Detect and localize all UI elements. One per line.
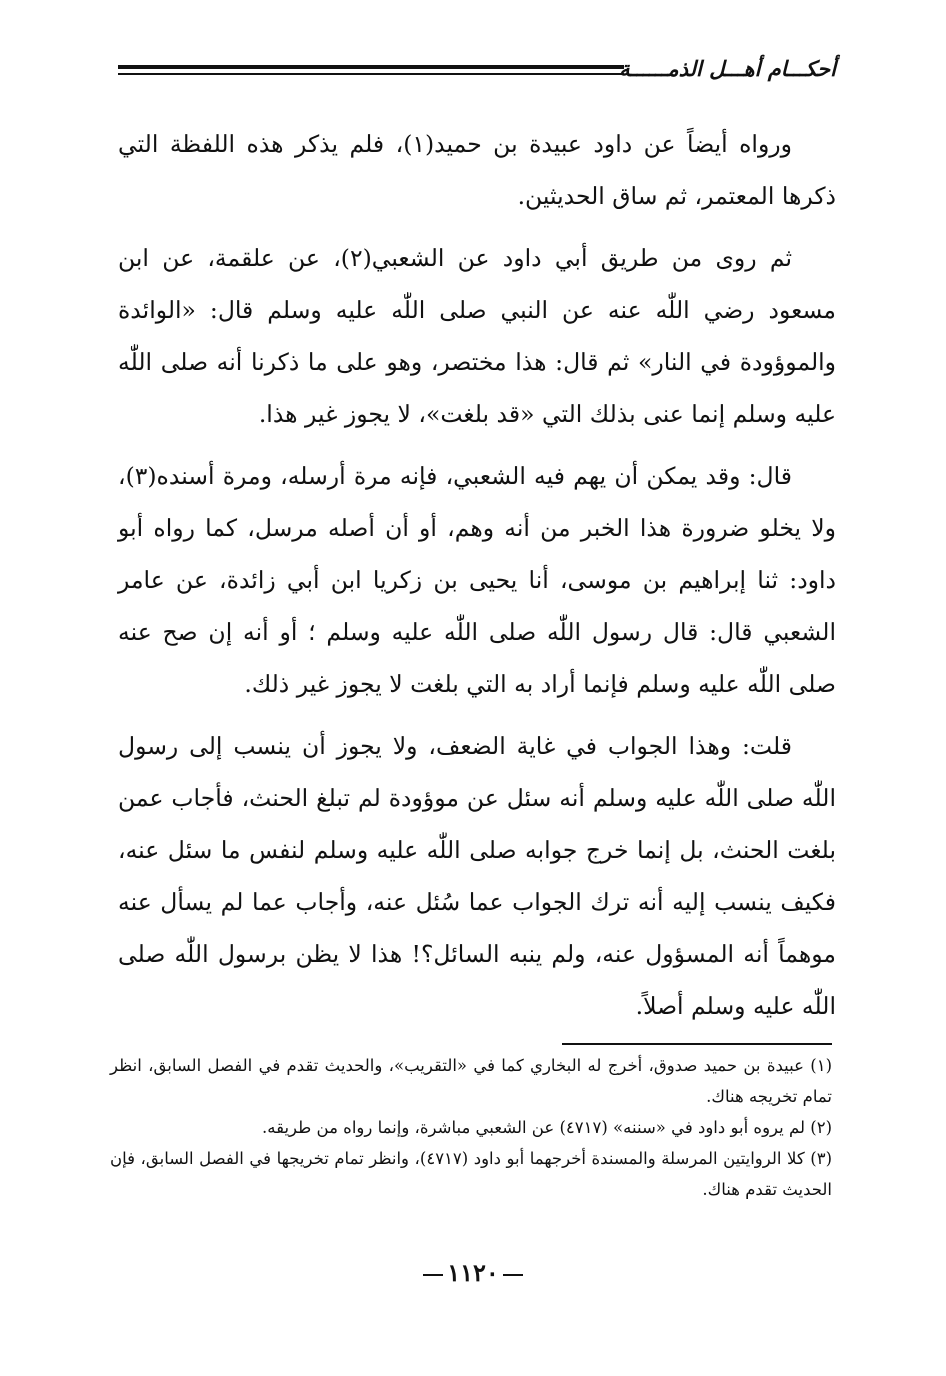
paragraph-1: ورواه أيضاً عن داود عبيدة بن حميد(١)، فلم يذكر هذه اللفظة التي ذكرها المعتمر، ثم ساق الحديثين. <box>118 130 836 210</box>
footnote-3: (٣) كلا الروايتين المرسلة والمسندة أخرجهما أبو داود (٤٧١٧)، وانظر تمام تخريجها في الفصل السابق، فإن الحديث تقدم هناك. <box>110 1149 832 1199</box>
footnote-separator <box>562 1043 832 1045</box>
footnote-1: (١) عبيدة بن حميد صدوق، أخرج له البخاري كما في «التقريب»، والحديث تقدم في الفصل السابق، انظر تمام تخريجه هناك. <box>110 1056 832 1106</box>
header-rule-thin <box>118 73 624 75</box>
paragraph-2: ثم روى من طريق أبي داود عن الشعبي(٢)، عن علقمة، عن ابن مسعود رضي اللّٰه عنه عن النبي صلى اللّٰه عليه وسلم قال: «الوائدة والموؤودة في النار» ثم قال: هذا مختصر، وهو على ما ذكرنا أنه صلى اللّٰه عليه وسلم إنما عنى بذلك التي «قد بلغت»، لا يجوز غير هذا. <box>118 244 836 428</box>
paragraph-3: قال: وقد يمكن أن يهم فيه الشعبي، فإنه مرة أرسله، ومرة أسنده(٣)، ولا يخلو ضرورة هذا الخبر من أنه وهم، أو أن أصله مرسل، كما رواه أبو داود: ثنا إبراهيم بن موسى، أنا يحيى بن زكريا ابن أبي زائدة، عن عامر الشعبي قال: قال رسول اللّٰه صلى اللّٰه عليه وسلم ؛ أو أنه إن صح عنه صلى اللّٰه عليه وسلم فإنما أراد به التي بلغت لا يجوز غير ذلك. <box>118 462 836 698</box>
page-number <box>0 1258 946 1287</box>
page-number-value: ١١٢٠ <box>447 1258 499 1287</box>
header-rule-thick <box>118 65 624 69</box>
footnotes <box>110 1050 832 1205</box>
footnote-2: (٢) لم يروه أبو داود في «سننه» (٤٧١٧) عن الشعبي مباشرة، وإنما رواه من طريقه. <box>262 1118 832 1137</box>
main-text <box>118 118 836 1042</box>
page-number-dash-left <box>423 1274 443 1276</box>
page-number-dash-right <box>503 1274 523 1276</box>
running-header <box>118 52 836 92</box>
header-title: أحكـــام أهـــل الذمــــــة <box>619 56 836 81</box>
paragraph-4: قلت: وهذا الجواب في غاية الضعف، ولا يجوز أن ينسب إلى رسول اللّٰه صلى اللّٰه عليه وسلم أنه سئل عن موؤودة لم تبلغ الحنث، فأجاب عمن بلغت الحنث، بل إنما خرج جوابه صلى اللّٰه عليه وسلم لنفس ما سئل عنه، فكيف ينسب إليه أنه ترك الجواب عما سُئل عنه، وأجاب عما لم يسأل عنه موهماً أنه المسؤول عنه، ولم ينبه السائل؟! هذا لا يظن برسول اللّٰه صلى اللّٰه عليه وسلم أصلاً. <box>118 732 836 1020</box>
